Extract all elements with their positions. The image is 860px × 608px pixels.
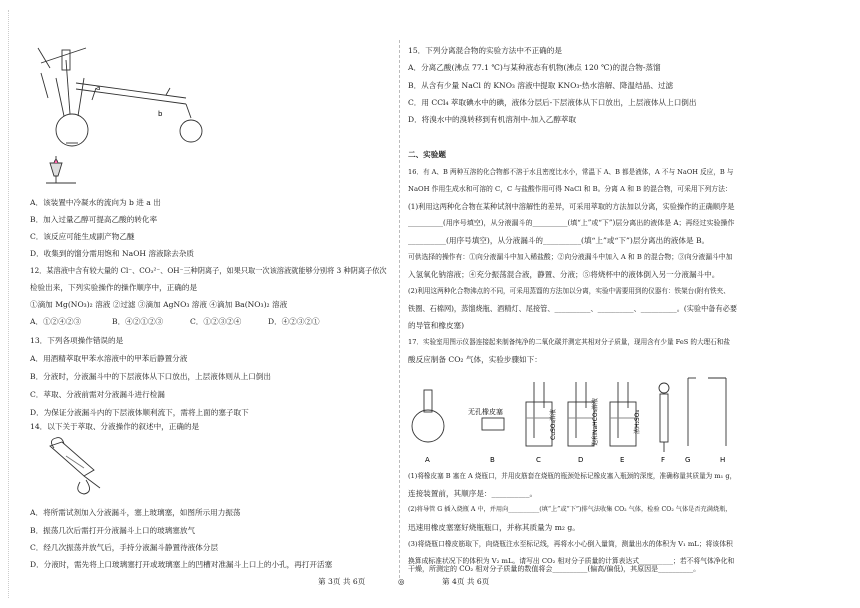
- q12-option-d: D．④②③②①: [268, 317, 320, 326]
- q15-option-c: C．用 CCl₄ 萃取碘水中的碘，液体分层后-下层液体从下口放出，上层液体从上口倒出: [408, 98, 697, 107]
- q16-line-7: 入氢氧化钠溶液；④充分振荡混合液，静置、分液；⑤将烧杯中的液体倒入另一分液漏斗中。: [408, 270, 720, 279]
- q15-option-d: D．将溴水中的溴转移到有机溶剂中-加入乙醇萃取: [408, 115, 577, 124]
- app-letter-f: F: [661, 456, 666, 464]
- app-letter-e: E: [620, 456, 625, 464]
- app-letter-a: A: [425, 456, 430, 464]
- q16-line-2: NaOH 作用生成水和可溶的 C，C 与盐酸作用可得 NaCl 和 B。分离 A 和 B 的混合物，可采用下列方法：: [408, 185, 732, 193]
- q15-option-a: A．分离乙酸(沸点 77.1 ℃)与某种液态有机物(沸点 120 ℃)的混合物-蒸馏: [408, 63, 661, 72]
- section-heading-experiments: 二、实验题: [408, 150, 446, 159]
- app-letter-h: H: [720, 456, 726, 464]
- q16-line-6: 可供选择的操作有：①向分液漏斗中加入稀盐酸；②向分液漏斗中加入 A 和 B 的混合物；③向分液漏斗中加: [408, 253, 733, 261]
- q16-line-10: 的导管和橡皮塞): [408, 321, 465, 330]
- q14-option-c: C．经几次振荡并放气后，手持分液漏斗静置待液体分层: [30, 543, 219, 552]
- q12-stem-line2: 检验出来，下列实验操作的操作顺序中，正确的是: [30, 283, 198, 292]
- page-3-column: [30, 0, 392, 608]
- q11-option-a: A．该装置中冷凝水的流向为 b 进 a 出: [30, 198, 161, 207]
- q11-option-d: D．收集到的馏分需用饱和 NaOH 溶液除去杂质: [30, 249, 195, 258]
- q12-option-b: B．④②①②③: [112, 317, 164, 326]
- label-a: a: [96, 84, 101, 92]
- q13-option-a: A．用酒精萃取甲苯水溶液中的甲苯后静置分液: [30, 354, 188, 363]
- app-letter-b: B: [490, 456, 495, 464]
- q11-option-b: B．加入过量乙醇可提高乙酸的转化率: [30, 215, 158, 224]
- q13-option-b: B．分液时，分液漏斗中的下层液体从下口放出，上层液体则从上口倒出: [30, 372, 271, 381]
- q15-stem: 15．下列分离混合物的实验方法中不正确的是: [408, 46, 562, 55]
- q16-line-9: 铁圈、石棉网)，蒸馏烧瓶、酒精灯、尾接管、__________、__________、__________。(实验中备有必要: [408, 304, 738, 313]
- q13-option-c: C．萃取、分液前需对分液漏斗进行检漏: [30, 390, 165, 399]
- q17-step-1b: 连接装置前，其顺序是：__________。: [408, 489, 538, 498]
- column-divider: [399, 40, 400, 578]
- q17-step-3: (3)将烧瓶口橡皮筋取下，向烧瓶注水至标记线，再将水小心倒入量筒，测量出水的体积为 V₁ mL；将该体积: [408, 540, 733, 548]
- q17-step-1: (1)将橡皮塞 B 塞在 A 烧瓶口，并用皮筋套在烧瓶的瓶颈处标记橡皮塞入瓶颈的深度，准确称量其质量为 m₁ g，: [408, 472, 737, 480]
- q17-step-3b: 换算成标准状况下的体积为 V₂ mL。请写出 CO₂ 相对分子质量的计算表达式__________；若不将气体净化和: [408, 557, 735, 565]
- q11-option-c: C．该反应可能生成副产物乙醚: [30, 232, 135, 241]
- q17-step-2b: 迅速用橡皮塞塞好烧瓶瓶口，并称其质量为 m₂ g。: [408, 523, 580, 532]
- bottle-e-label: 浓H₂SO₄: [634, 410, 641, 434]
- app-letter-g: G: [685, 456, 691, 464]
- q14-option-a: A．将所需试剂加入分液漏斗，塞上玻璃塞，如图所示用力振荡: [30, 508, 241, 517]
- q17-line-2: 酸反应制备 CO₂ 气体，实验步骤如下：: [408, 355, 542, 364]
- q14-option-b: B．振荡几次后需打开分液漏斗上口的玻璃塞放气: [30, 526, 196, 535]
- binding-margin-line: [8, 10, 9, 598]
- bottle-d-label: 饱和NaHCO₃溶液: [592, 398, 599, 446]
- app-letter-c: C: [536, 456, 541, 464]
- q16-line-3: (1)利用这两种化合物在某种试剂中溶解性的差异，可采用萃取的方法加以分离，实验操作的正确顺序是: [408, 202, 735, 211]
- page-3-footer: 第 3页 共 6页: [318, 577, 366, 586]
- page-4-column: [408, 0, 738, 608]
- label-b: b: [158, 110, 163, 118]
- q16-line-4: __________(用序号填空)，从分液漏斗的__________(填“上”或“下”)层分离出的液体是 A；再经过实验操作: [408, 219, 735, 227]
- q12-option-a: A．①②④②③: [30, 317, 82, 326]
- q14-option-d: D．分液时，需先将上口玻璃塞打开或玻璃塞上的凹槽对准漏斗上口上的小孔，再打开活塞: [30, 560, 333, 569]
- app-letter-d: D: [578, 456, 584, 464]
- q12-stem-line1: 12．某溶液中含有较大量的 Cl⁻、CO₃²⁻、OH⁻三种阴离子，如果只取一次该溶液就能够分别将 3 种阴离子依次: [30, 266, 387, 275]
- q14-stem: 14．以下关于萃取、分液操作的叙述中，正确的是: [30, 422, 200, 431]
- separatory-funnel-shaking-figure: [44, 436, 110, 496]
- q17-line-1: 17．实验室用图示仪器连接起来制备纯净的二氧化碳并测定其相对分子质量，现用含有少量 FeS 的大理石和盐: [408, 338, 730, 346]
- co2-apparatus-figure: [408, 368, 738, 464]
- q13-stem: 13．下列各项操作错误的是: [30, 336, 124, 345]
- center-binding-mark: ◎: [398, 577, 405, 586]
- q16-line-8: (2)利用这两种化合物沸点的不同，可采用蒸馏的方法加以分离，实验中需要用到的仪器有：铁架台(附有铁夹、: [408, 287, 730, 295]
- q17-step-2: (2)将导管 G 插入烧瓶 A 中，并用向__________(填“上”或“下”)排气法收集 CO₂ 气体，检验 CO₂ 气体是否充满烧瓶，: [408, 506, 732, 513]
- distillation-apparatus-figure: [36, 38, 206, 188]
- q13-option-d: D．为保证分液漏斗内的下层液体顺利流下，需将上面的塞子取下: [30, 408, 249, 417]
- q12-reagents: ①滴加 Mg(NO₃)₂ 溶液 ②过滤 ③滴加 AgNO₃ 溶液 ④滴加 Ba(NO₃)₂ 溶液: [30, 300, 288, 309]
- q12-option-c: C．①②③②④: [190, 317, 242, 326]
- stopper-caption: 无孔橡皮塞: [468, 408, 503, 416]
- q16-line-1: 16．有 A、B 两种互溶的化合物都不溶于水且密度比水小，常温下 A、B 都是液体，A 不与 NaOH 反应，B 与: [408, 168, 734, 176]
- page-4-footer: 第 4页 共 6页: [442, 577, 490, 586]
- q17-step-3c: 干燥，所测定的 CO₂ 相对分子质量的数值将会__________(偏高/偏低)，其原因是__________。: [408, 565, 701, 573]
- q15-option-b: B．从含有少量 NaCl 的 KNO₃ 溶液中提取 KNO₃-热水溶解、降温结晶、过滤: [408, 81, 674, 90]
- bottle-c-label: CuSO₄溶液: [550, 409, 557, 440]
- q16-line-5: __________(用序号填空)，从分液漏斗的__________(填“上”或“下”)层分离出的液体是 B。: [408, 236, 710, 245]
